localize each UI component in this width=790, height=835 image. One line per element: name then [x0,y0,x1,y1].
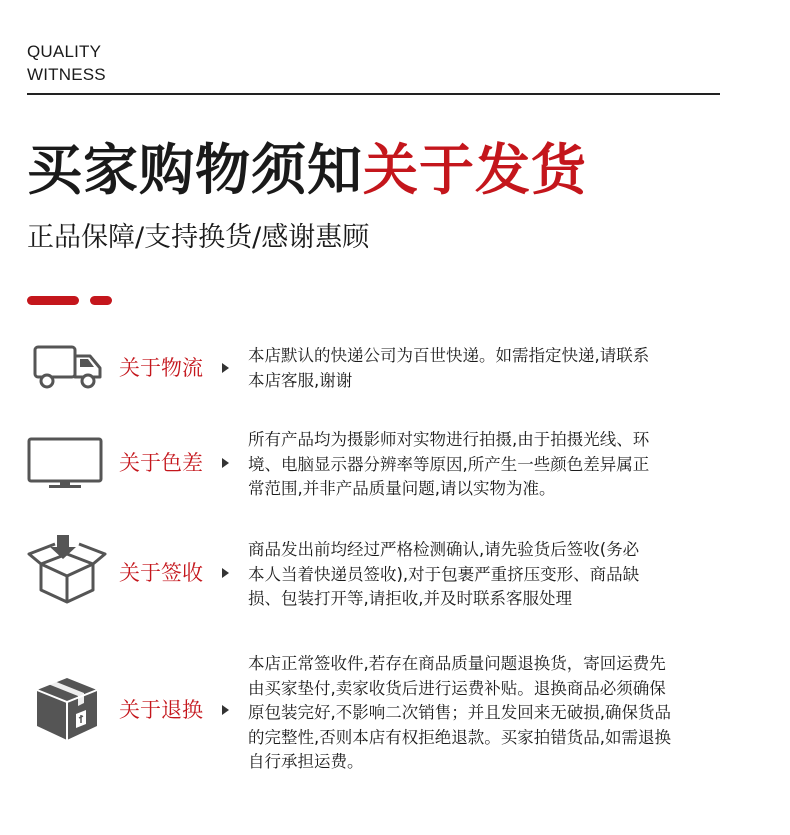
page-subtitle: 正品保障/支持换货/感谢惠顾 [27,222,370,253]
section-description [248,344,743,393]
pointer-triangle-icon [222,568,229,578]
description-line: 本店正常签收件,若存在商品质量问题退换货，寄回运费先 [248,654,666,673]
description-line: 自行承担运费。 [248,752,364,771]
monitor-icon [27,437,103,493]
section-description [248,538,743,612]
description-line: 本人当着快递员签收),对于包裹严重挤压变形、商品缺 [248,564,640,584]
open-box-icon [27,532,107,608]
delivery-truck-icon [32,344,104,394]
section-label: 关于色差 [119,451,203,475]
section-description [248,428,743,502]
description-line: 商品发出前均经过严格检测确认,请先验货后签收(务必 [248,540,640,559]
pointer-triangle-icon [222,363,229,373]
brand-line-1: QUALITY [27,42,102,61]
pointer-triangle-icon [222,458,229,468]
title-highlight: 关于发货 [363,138,588,202]
description-line: 的完整性,否则本店有权拒绝退款。买家拍错货品,如需退换 [248,727,671,747]
description-line: 境、电脑显示器分辨率等原因,所产生一些颜色差异属正 [248,454,650,474]
section-description [248,652,743,775]
description-line: 损、包装打开等,请拒收,并及时联系客服处理 [248,589,572,608]
section-label: 关于退换 [119,698,203,722]
accent-dash-short [90,296,112,305]
description-line: 本店默认的快递公司为百世快递。如需指定快递,请联系 [248,346,650,365]
description-line: 原包装完好,不影响二次销售；并且发回来无破损,确保货品 [248,703,671,722]
description-line: 常范围,并非产品质量问题,请以实物为准。 [248,479,556,498]
package-box-icon [34,676,100,746]
section-label: 关于物流 [119,356,203,380]
section-label: 关于签收 [119,561,203,585]
pointer-triangle-icon [222,705,229,715]
description-line: 由买家垫付,卖家收货后进行运费补贴。退换商品必须确保 [248,678,666,698]
description-line: 所有产品均为摄影师对实物进行拍摄,由于拍摄光线、环 [248,430,650,449]
accent-dash-long [27,296,79,305]
page-title [27,135,587,205]
brand-line-2: WITNESS [27,65,106,84]
brand-logo [27,40,106,86]
title-main: 买家购物须知 [27,138,364,202]
description-line: 本店客服,谢谢 [248,370,353,390]
header-divider [27,93,720,95]
